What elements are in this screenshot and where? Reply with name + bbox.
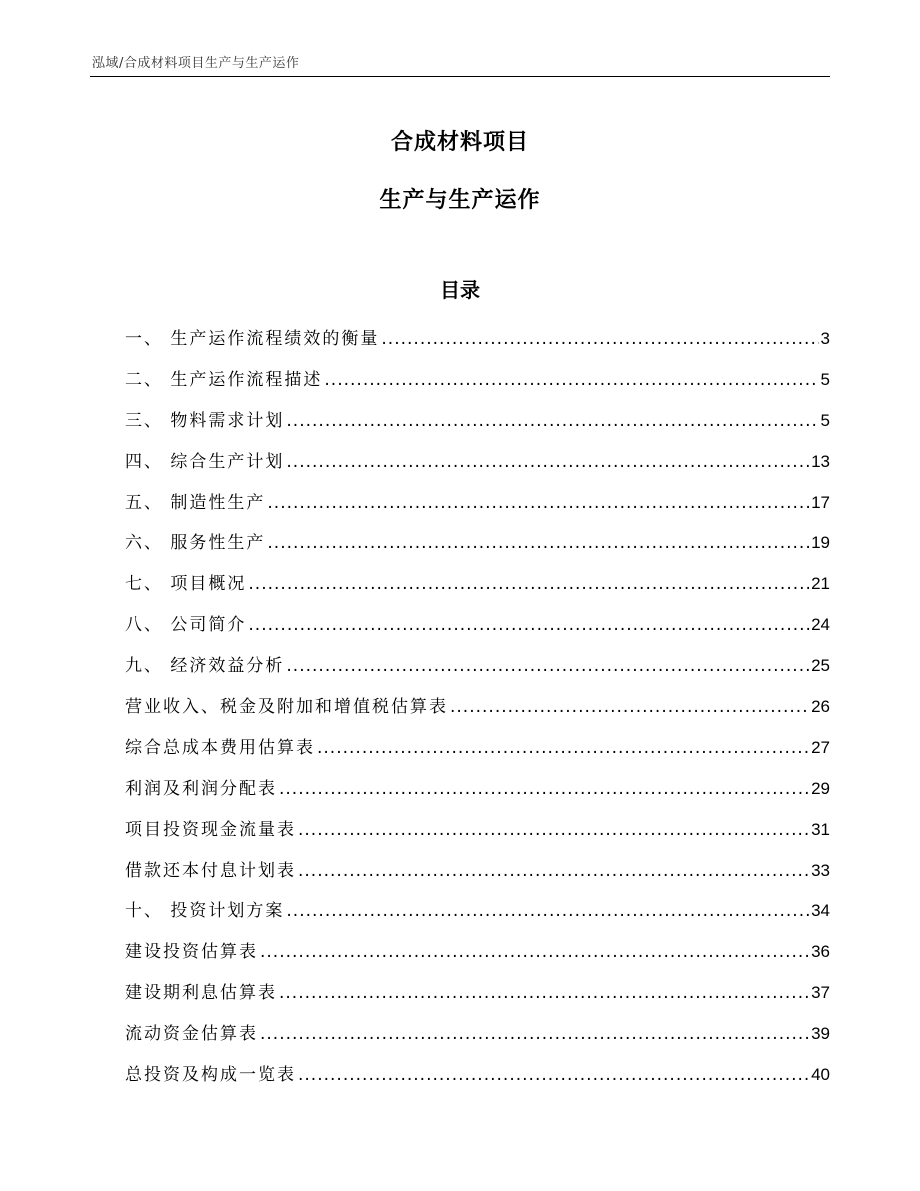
toc-entry[interactable] bbox=[125, 528, 830, 569]
toc-leader-dots bbox=[450, 697, 809, 717]
toc-entry-label: 二、 生产运作流程描述 bbox=[125, 369, 323, 390]
toc-entry-page: 39 bbox=[811, 1024, 830, 1044]
toc-entry-label: 十、 投资计划方案 bbox=[125, 901, 285, 922]
toc-entry-page: 5 bbox=[820, 410, 830, 430]
toc-leader-dots bbox=[279, 983, 809, 1003]
toc-entry-page: 27 bbox=[811, 737, 830, 757]
toc-entry-label: 一、 生产运作流程绩效的衡量 bbox=[125, 329, 380, 349]
toc-leader-dots bbox=[279, 779, 809, 799]
toc-entry[interactable] bbox=[125, 365, 830, 406]
toc-entry[interactable] bbox=[125, 733, 830, 774]
toc-entry[interactable] bbox=[125, 978, 830, 1019]
toc-leader-dots bbox=[317, 738, 809, 758]
toc-leader-dots bbox=[260, 942, 809, 962]
document-title-line-1: 合成材料项目 bbox=[390, 130, 529, 155]
toc-entry[interactable] bbox=[125, 896, 830, 937]
toc-entry-label: 营业收入、税金及附加和增值税估算表 bbox=[125, 697, 448, 718]
toc-leader-dots bbox=[286, 452, 809, 472]
toc-leader-dots bbox=[260, 1024, 809, 1044]
toc-entry-page: 3 bbox=[820, 329, 830, 348]
toc-heading: 目录 bbox=[440, 278, 480, 302]
document-title-line-2: 生产与生产运作 bbox=[379, 188, 541, 213]
toc-entry-label: 八、 公司简介 bbox=[125, 615, 247, 636]
toc-entry-label: 五、 制造性生产 bbox=[125, 492, 266, 513]
toc-entry[interactable] bbox=[125, 569, 830, 610]
toc-entry-label: 四、 综合生产计划 bbox=[125, 451, 285, 472]
toc-entry[interactable] bbox=[125, 1019, 830, 1060]
toc-entry-page: 21 bbox=[811, 574, 830, 594]
toc-entry[interactable] bbox=[125, 1060, 830, 1101]
running-header: 泓域/合成材料项目生产与生产运作 bbox=[92, 56, 300, 71]
table-of-contents bbox=[125, 324, 830, 1101]
toc-entry-label: 六、 服务性生产 bbox=[125, 533, 266, 554]
toc-entry[interactable] bbox=[125, 324, 830, 365]
toc-entry-label: 综合总成本费用估算表 bbox=[125, 737, 315, 758]
toc-entry-label: 流动资金估算表 bbox=[125, 1024, 258, 1045]
toc-entry[interactable] bbox=[125, 774, 830, 815]
toc-entry-page: 24 bbox=[811, 615, 830, 635]
toc-leader-dots bbox=[381, 329, 818, 349]
toc-entry[interactable] bbox=[125, 406, 830, 447]
toc-leader-dots bbox=[286, 411, 818, 431]
toc-entry[interactable] bbox=[125, 447, 830, 488]
toc-entry-page: 17 bbox=[811, 492, 830, 512]
toc-entry-label: 借款还本付息计划表 bbox=[125, 860, 296, 881]
toc-leader-dots bbox=[267, 533, 809, 553]
toc-entry[interactable] bbox=[125, 815, 830, 856]
toc-entry[interactable] bbox=[125, 937, 830, 978]
toc-leader-dots bbox=[298, 1065, 809, 1085]
toc-entry[interactable] bbox=[125, 651, 830, 692]
toc-entry-page: 29 bbox=[811, 778, 830, 798]
header-divider bbox=[90, 76, 830, 77]
toc-entry-page: 5 bbox=[820, 369, 830, 389]
toc-entry-page: 40 bbox=[811, 1065, 830, 1085]
toc-entry-page: 34 bbox=[811, 901, 830, 921]
toc-entry-label: 九、 经济效益分析 bbox=[125, 656, 285, 677]
toc-entry-label: 建设期利息估算表 bbox=[125, 983, 277, 1004]
toc-leader-dots bbox=[286, 656, 809, 676]
toc-entry-label: 七、 项目概况 bbox=[125, 574, 247, 595]
toc-entry[interactable] bbox=[125, 610, 830, 651]
toc-entry[interactable] bbox=[125, 488, 830, 529]
toc-entry-page: 13 bbox=[811, 451, 830, 471]
toc-leader-dots bbox=[298, 861, 809, 881]
toc-entry-label: 三、 物料需求计划 bbox=[125, 410, 285, 431]
toc-leader-dots bbox=[248, 615, 809, 635]
toc-entry-page: 25 bbox=[811, 656, 830, 676]
toc-leader-dots bbox=[267, 493, 809, 513]
toc-entry-page: 31 bbox=[811, 819, 830, 839]
toc-entry[interactable] bbox=[125, 692, 830, 733]
toc-leader-dots bbox=[248, 574, 809, 594]
toc-entry-label: 项目投资现金流量表 bbox=[125, 819, 296, 840]
toc-entry-page: 33 bbox=[811, 860, 830, 880]
toc-leader-dots bbox=[298, 820, 809, 840]
toc-entry-page: 37 bbox=[811, 983, 830, 1003]
toc-entry-label: 利润及利润分配表 bbox=[125, 778, 277, 799]
toc-leader-dots bbox=[286, 901, 809, 921]
toc-entry-page: 36 bbox=[811, 942, 830, 962]
toc-entry-page: 19 bbox=[811, 533, 830, 553]
toc-entry-page: 26 bbox=[811, 697, 830, 717]
toc-entry-label: 建设投资估算表 bbox=[125, 942, 258, 963]
toc-entry[interactable] bbox=[125, 856, 830, 897]
toc-leader-dots bbox=[324, 370, 818, 390]
toc-entry-label: 总投资及构成一览表 bbox=[125, 1065, 296, 1086]
